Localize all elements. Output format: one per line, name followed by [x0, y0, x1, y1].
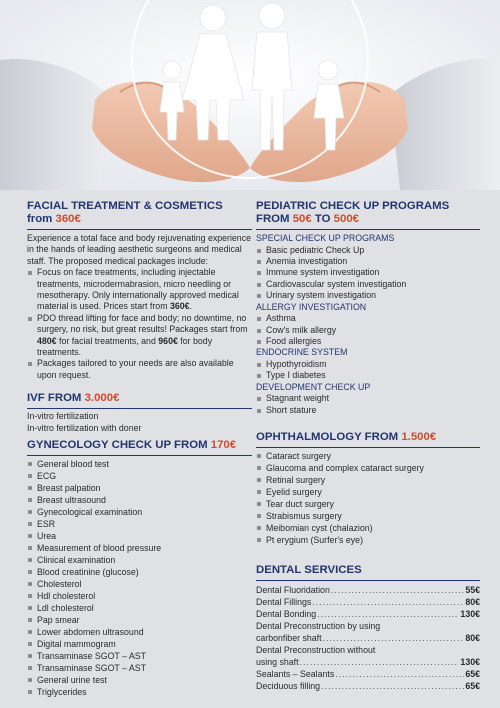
list-item: Asthma — [256, 313, 480, 324]
development-list — [256, 393, 480, 416]
price-row: Dental Fillings ..... 80€ — [256, 596, 480, 608]
price-row-caption: Dental Preconstruction by using — [256, 621, 381, 632]
hero-image — [0, 0, 500, 190]
pediatric-title: PEDIATRIC CHECK UP PROGRAMS — [256, 200, 450, 212]
gynecology-section — [27, 439, 252, 698]
facial-section — [27, 200, 252, 381]
list-item: Breast ultrasound — [27, 494, 252, 506]
list-item: Short stature — [256, 405, 480, 416]
list-item: Anemia investigation — [256, 256, 480, 267]
content-area — [0, 190, 500, 708]
ophthalmology-section — [256, 431, 480, 546]
list-item: Triglycerides — [27, 686, 252, 698]
list-item: Hdl cholesterol — [27, 590, 252, 602]
special-list — [256, 245, 480, 302]
list-item: ECG — [27, 470, 252, 482]
special-subheading: SPECIAL CHECK UP PROGRAMS — [256, 233, 395, 243]
facial-intro: Experience a total face and body rejuvenating experience in the hands of leading aesthetic surgeons and medical staff. The proposed medical packages include: — [27, 233, 251, 266]
price-row: Sealants – Sealants ..... 65€ — [256, 668, 480, 680]
ivf-line: In-vitro fertilization — [27, 411, 99, 422]
list-item: Breast palpation — [27, 482, 252, 494]
list-item: Eyelid surgery — [256, 486, 480, 498]
list-item: Meibomian cyst (chalazion) — [256, 522, 480, 534]
list-item: General blood test — [27, 458, 252, 470]
ivf-line: In-vitro fertilization with doner — [27, 422, 142, 433]
facial-list — [27, 267, 252, 381]
list-item: Basic pediatric Check Up — [256, 245, 480, 256]
price-row: using shaft ..... 130€ — [256, 656, 480, 668]
list-item: Cardiovascular system investigation — [256, 279, 480, 290]
price-row: Deciduous filling ..... 65€ — [256, 680, 480, 692]
list-item: Gynecological examination — [27, 506, 252, 518]
price-row: carbonfiber shaft ..... 80€ — [256, 632, 480, 644]
list-item: Tear duct surgery — [256, 498, 480, 510]
list-item: Urinary system investigation — [256, 290, 480, 301]
allergy-subheading: ALLERGY INVESTIGATION — [256, 301, 367, 312]
list-item: Retinal surgery — [256, 474, 480, 486]
list-item: Digital mammogram — [27, 638, 252, 650]
list-item: Pap smear — [27, 614, 252, 626]
price-row: Dental Fluoridation ..... 55€ — [256, 584, 480, 596]
list-item: Glaucoma and complex cataract surgery — [256, 462, 480, 474]
development-subheading: DEVELOPMENT CHECK UP — [256, 381, 371, 392]
left-column — [27, 200, 252, 698]
dental-section — [256, 564, 480, 692]
facial-from-price: 360€ — [55, 213, 81, 225]
list-item: Transaminase SGOT – AST — [27, 662, 252, 674]
ophthalmology-heading: OPHTHALMOLOGY FROM 1.500€ — [256, 431, 480, 448]
list-item: Cataract surgery — [256, 450, 480, 462]
list-item: Strabismus surgery — [256, 510, 480, 522]
list-item: Transaminase SGOT – AST — [27, 650, 252, 662]
right-column — [256, 200, 480, 692]
list-item: Cholesterol — [27, 578, 252, 590]
allergy-list — [256, 313, 480, 347]
facial-from-label: from — [27, 213, 56, 225]
list-item: ESR — [27, 518, 252, 530]
list-item: Packages tailored to your needs are also available upon request. — [27, 358, 252, 381]
list-item: Cow's milk allergy — [256, 325, 480, 336]
pediatric-heading: PEDIATRIC CHECK UP PROGRAMS FROM 50€ TO 500€ — [256, 200, 480, 230]
gynecology-heading: GYNECOLOGY CHECK UP FROM 170€ — [27, 439, 252, 456]
facial-heading — [27, 200, 252, 230]
list-item: PDO thread lifting for face and body; no downtime, no surgery, no risk, but great results! Packages start from 480€ for facial treatments, and 960€ for body treatments. — [27, 313, 252, 359]
list-item: Measurement of blood pressure — [27, 542, 252, 554]
list-item: Blood creatinine (glucose) — [27, 566, 252, 578]
facial-title: FACIAL TREATMENT & COSMETICS — [27, 200, 223, 212]
list-item: Lower abdomen ultrasound — [27, 626, 252, 638]
ivf-section — [27, 392, 252, 434]
family-in-hands-illustration — [0, 0, 500, 190]
list-item: Stagnant weight — [256, 393, 480, 404]
list-item: Pt erygium (Surfer's eye) — [256, 534, 480, 546]
list-item: Food allergies — [256, 336, 480, 347]
list-item: Ldl cholesterol — [27, 602, 252, 614]
endocrine-subheading: ENDOCRINE SYSTEM — [256, 347, 348, 358]
endocrine-list — [256, 359, 480, 382]
list-item: Type I diabetes — [256, 370, 480, 381]
ivf-heading: IVF FROM 3.000€ — [27, 392, 252, 409]
ophthalmology-list — [256, 450, 480, 546]
list-item: Focus on face treatments, including injectable treatments, microdermabrasion, micro needling or mesotherapy. Only internationally approved medical material is used. Prices start from 360€. — [27, 267, 252, 313]
pediatric-section — [256, 200, 480, 416]
gynecology-list — [27, 458, 252, 698]
list-item: General urine test — [27, 674, 252, 686]
price-row: Dental Bonding ..... 130€ — [256, 608, 480, 620]
list-item: Clinical examination — [27, 554, 252, 566]
dental-heading: DENTAL SERVICES — [256, 564, 480, 581]
list-item: Immune system investigation — [256, 267, 480, 278]
list-item: Urea — [27, 530, 252, 542]
dental-price-list — [256, 584, 480, 692]
price-row-caption: Dental Preconstruction without — [256, 645, 376, 656]
list-item: Hypothyroidism — [256, 359, 480, 370]
